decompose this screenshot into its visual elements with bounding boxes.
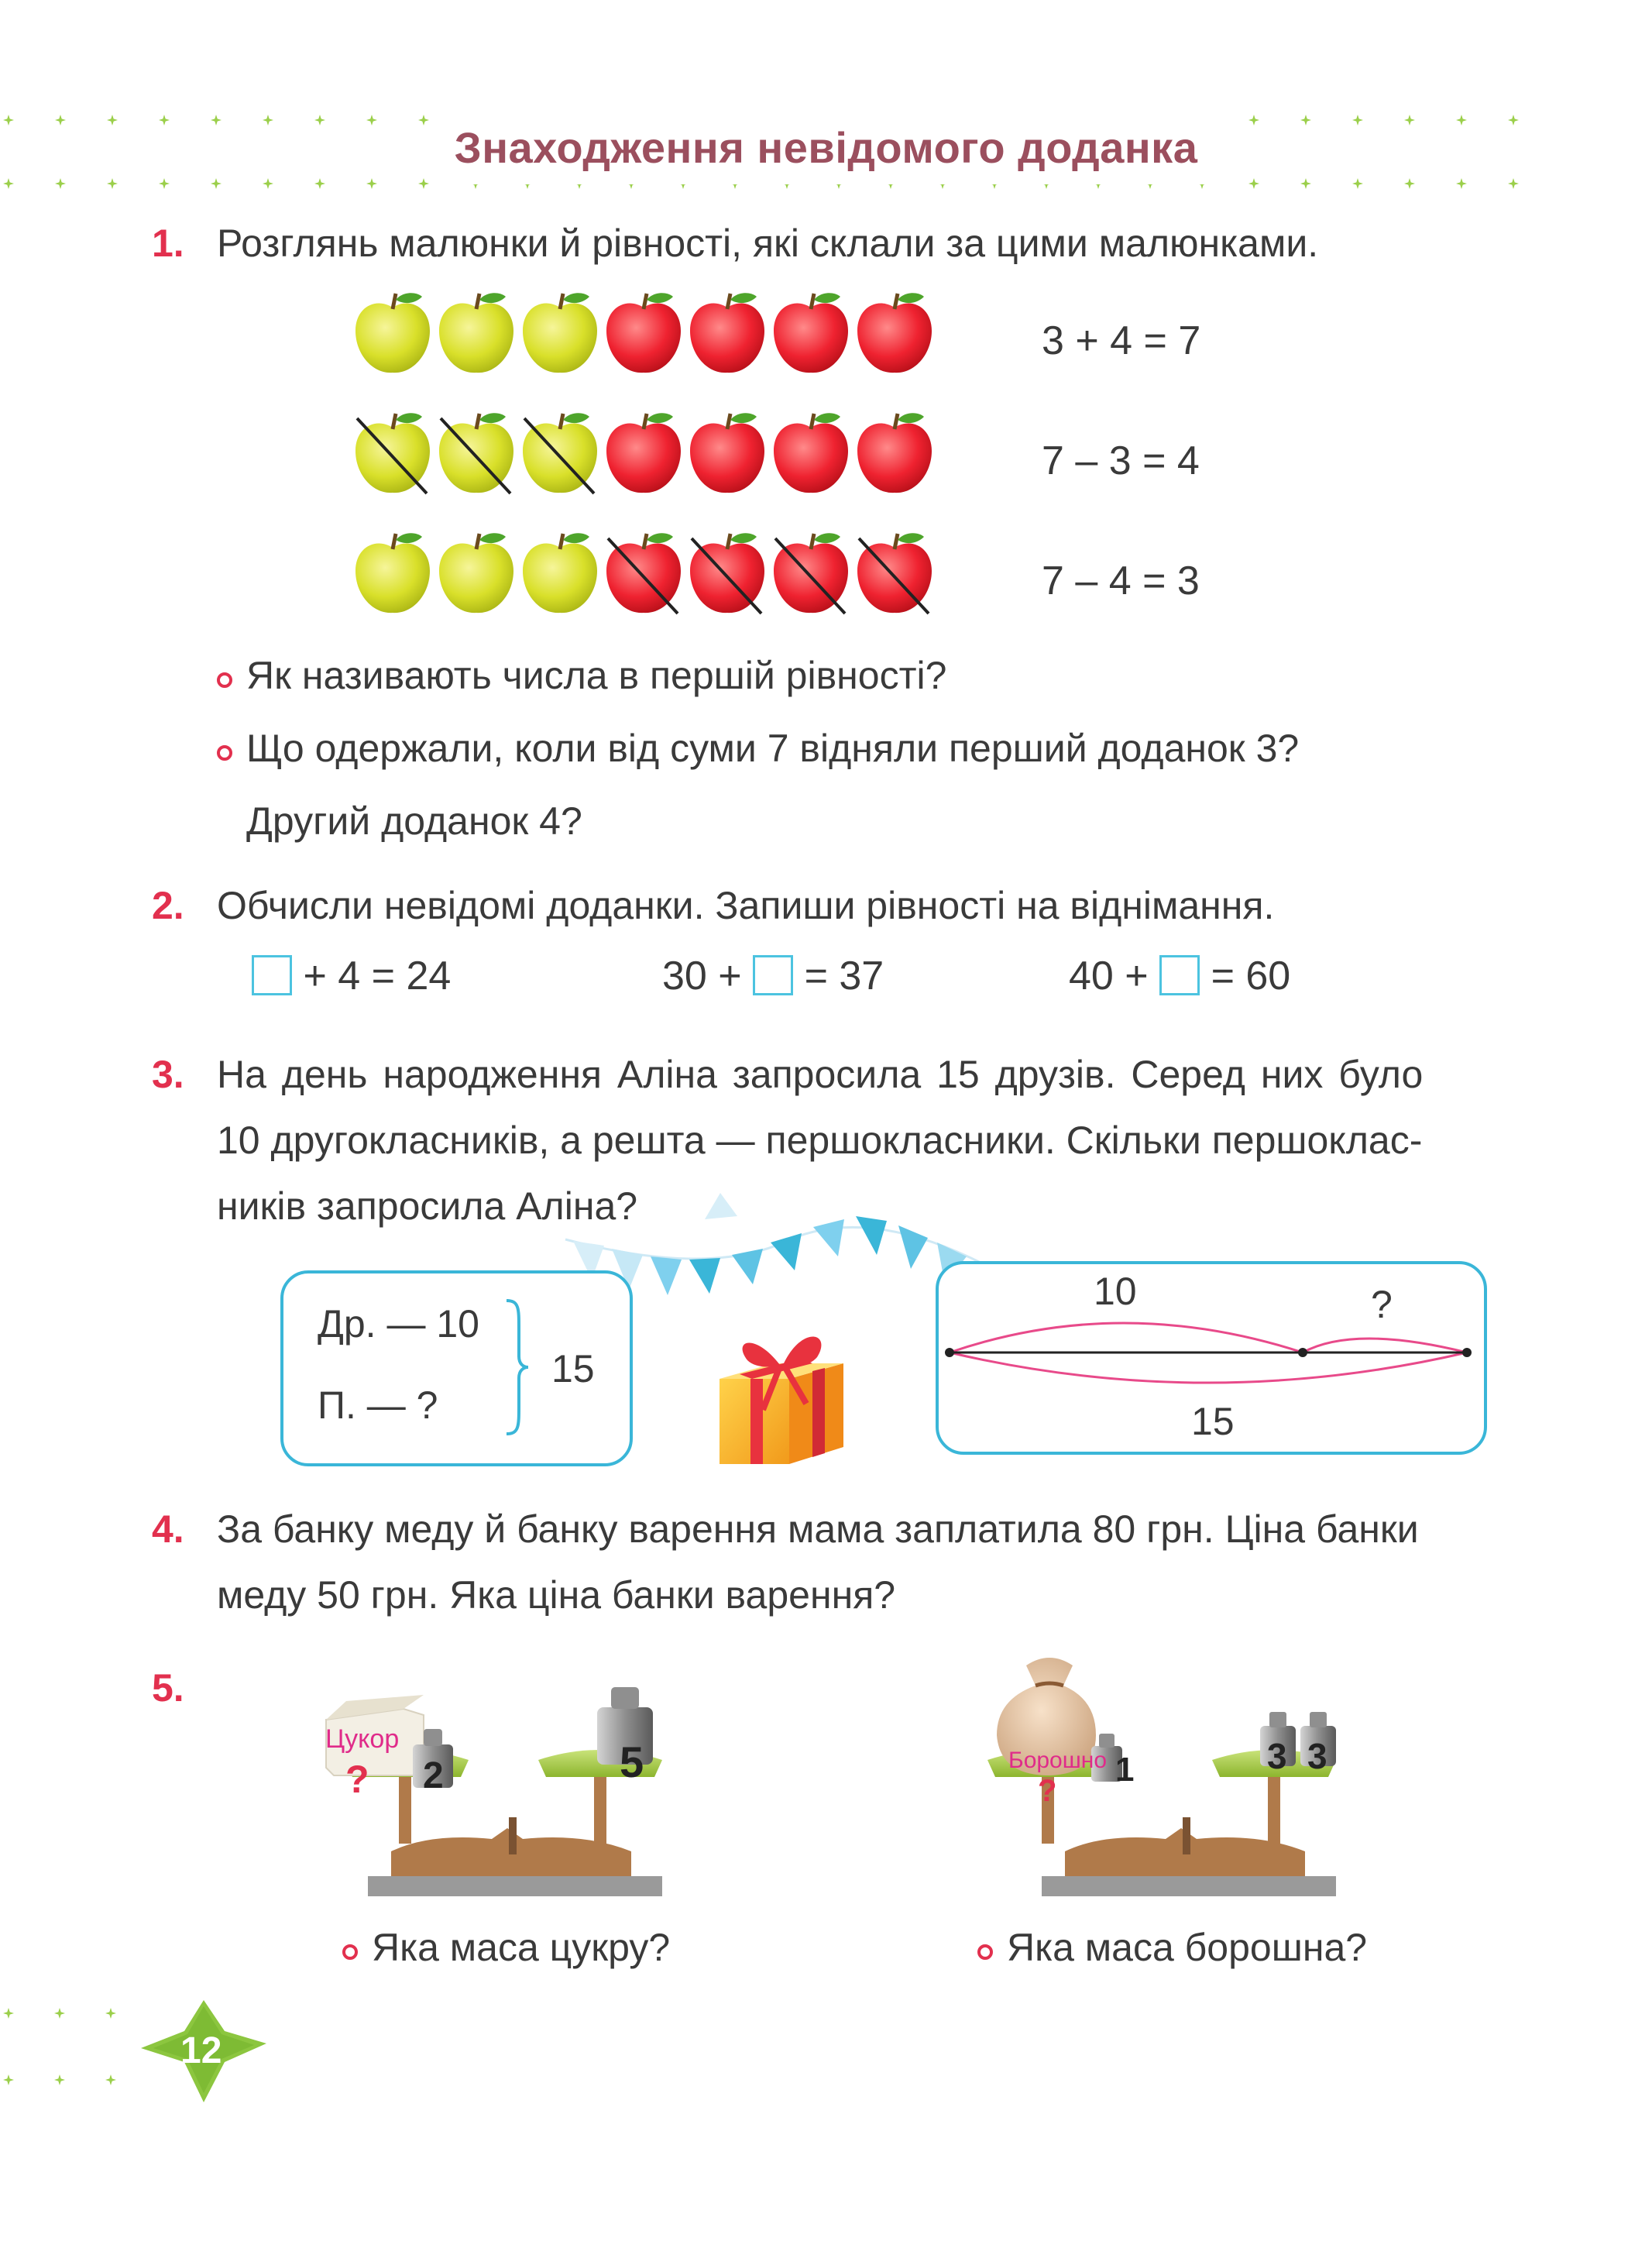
equation-text: + 4 = 24 (303, 954, 452, 998)
task-2-text: Обчисли невідомі доданки. Запиши рівності на віднімання. (217, 884, 1275, 927)
task-5-question-1: Яка маса цукру? (372, 1926, 671, 1969)
star-decoration-icon (55, 178, 66, 189)
task-1-equation-1: 3 + 4 = 7 (1042, 318, 1201, 363)
segment-label-first: 10 (1094, 1270, 1137, 1313)
task-5-number: 5. (152, 1666, 184, 1710)
bullet-icon (342, 1944, 358, 1960)
short-note-line-1: Др. — 10 (318, 1302, 479, 1346)
task-5-question-2: Яка маса борошна? (1007, 1926, 1368, 1969)
bullet-icon (217, 672, 232, 688)
answer-box[interactable] (252, 955, 292, 995)
task-1-text: Розглянь малюнки й рівності, які склали за цими малюнками. (217, 222, 1319, 265)
sugar-label: Цукор (325, 1724, 400, 1754)
short-note-line-2: П. — ? (318, 1383, 438, 1427)
task-4-line-2: меду 50 грн. Яка ціна банки варення? (217, 1573, 896, 1617)
short-note-total: 15 (551, 1347, 595, 1390)
answer-box[interactable] (753, 955, 793, 995)
weight-2-label: 2 (423, 1755, 444, 1796)
page-number: 12 (180, 2030, 222, 2071)
task-2-equation-3 (1069, 953, 1290, 999)
star-decoration-icon (418, 178, 429, 189)
answer-box[interactable] (1159, 955, 1200, 995)
apples-illustration (352, 290, 957, 631)
weight-5-label: 5 (620, 1737, 644, 1786)
task-1-question-2: Що одержали, коли від суми 7 відняли перший доданок 3? (246, 727, 1300, 770)
task-1-question-3: Другий доданок 4? (246, 799, 582, 843)
star-decoration-icon (1300, 178, 1311, 189)
star-decoration-icon (263, 178, 273, 189)
equation-text: 40 + (1069, 954, 1149, 998)
scale-sugar-illustration (306, 1673, 740, 1898)
star-decoration-icon (1248, 178, 1259, 189)
segment-label-total: 15 (1191, 1400, 1235, 1443)
task-1-equation-2: 7 – 3 = 4 (1042, 438, 1200, 483)
weight-3a-label: 3 (1267, 1736, 1287, 1776)
gift-box-illustration (709, 1317, 856, 1472)
task-3-line-2: 10 другокласників, а решта — першокласники. Скільки першоклас- (217, 1119, 1423, 1162)
equation-text: = 60 (1211, 954, 1291, 998)
star-decoration-icon (159, 178, 170, 189)
star-decoration-icon (54, 2074, 65, 2085)
task-2-equation-1 (252, 953, 451, 999)
star-decoration-icon (3, 2074, 14, 2085)
star-decoration-icon (105, 2008, 116, 2019)
star-decoration-icon (54, 2008, 65, 2019)
star-decoration-icon (366, 178, 377, 189)
task-4-number: 4. (152, 1507, 184, 1551)
star-decoration-icon (105, 2074, 116, 2085)
task-3-line-3: ників запросила Аліна? (217, 1184, 638, 1228)
task-3-line-1: На день народження Аліна запросила 15 друзів. Серед них було (217, 1053, 1424, 1096)
weight-1-label: 1 (1115, 1751, 1135, 1789)
star-decoration-icon (1456, 178, 1467, 189)
task-1-number: 1. (152, 222, 184, 265)
star-decoration-icon (107, 178, 118, 189)
weight-3b-label: 3 (1307, 1736, 1327, 1776)
sugar-question-mark: ? (345, 1758, 369, 1801)
footer-stars-top (0, 2008, 139, 2031)
segment-label-second: ? (1371, 1283, 1393, 1326)
task-2-equation-2 (662, 953, 884, 999)
equation-text: 30 + (662, 954, 742, 998)
star-decoration-icon (1404, 178, 1415, 189)
star-decoration-icon (211, 178, 222, 189)
bullet-icon (217, 745, 232, 761)
task-4-line-1: За банку меду й банку варення мама заплатила 80 грн. Ціна банки (217, 1507, 1419, 1551)
bullet-icon (977, 1944, 993, 1960)
task-2-number: 2. (152, 884, 184, 927)
curly-brace-icon (502, 1298, 533, 1437)
flour-label: Борошно (1008, 1748, 1108, 1773)
page-title: Знаходження невідомого доданка (454, 123, 1198, 172)
flour-question-mark: ? (1038, 1774, 1057, 1808)
star-decoration-icon (1352, 178, 1363, 189)
star-decoration-icon (3, 2008, 14, 2019)
footer-stars-bottom (0, 2074, 139, 2098)
equation-text: = 37 (804, 954, 884, 998)
task-3-number: 3. (152, 1053, 184, 1096)
star-decoration-icon (3, 178, 14, 189)
star-decoration-icon (1508, 178, 1519, 189)
task-1-equation-3: 7 – 4 = 3 (1042, 559, 1200, 603)
task-1-question-1: Як називають числа в першій рівності? (246, 654, 947, 697)
star-decoration-icon (314, 178, 325, 189)
